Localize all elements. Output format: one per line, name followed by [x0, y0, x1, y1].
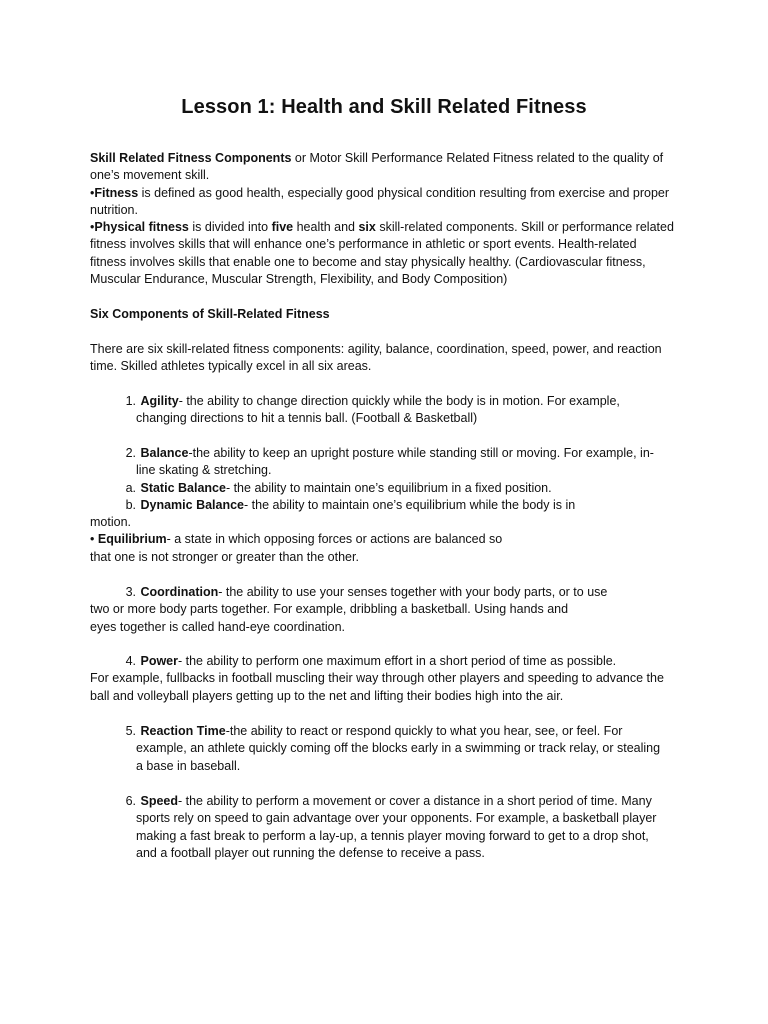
item-term: Reaction Time — [140, 724, 226, 738]
sub-item-label: b. — [125, 497, 136, 512]
item-number: 4. — [125, 654, 136, 668]
item-term: Coordination — [140, 585, 219, 599]
bullet: • — [90, 532, 95, 547]
list-item-agility: 1. Agility- the ability to change direction quickly while the body is in motion. For example, changing directions to hit a tennis ball. (Football & Basketball) — [90, 393, 690, 428]
section-heading-block — [90, 306, 690, 323]
section-intro: There are six skill-related fitness components: agility, balance, coordination, speed, power, and reaction time. Skilled athletes typically excel in all six areas. — [90, 342, 662, 374]
sub-item-label: a. — [125, 480, 136, 495]
intro-paragraph: Skill Related Fitness Components or Motor Skill Performance Related Fitness related to the quality of one’s movement skill. •Fitness is defined as good health, especially good physical condition resulting from exercise and proper nutrition. •Physical fitness is divided into five health and six skill-related components. Skill or performance related fitness involves skills that will enhance one’s performance in athletic or sport events. Health-related fitness involves skills that enable one to become and stay physically healthy. (Cardiovascular fitness, Muscular Endurance, Muscular Strength, Flexibility, and Body Composition) — [90, 151, 674, 287]
list-item-balance: 2. Balance-the ability to keep an upright posture while standing still or moving. For example, in- line skating & stretching. a. Static Balance- the ability to maintain one’s equilibrium in a fixed position. b. Dynamic Balance- the ability to maintain one’s equilibrium while the body is in — [90, 445, 690, 514]
item-number: 3. — [125, 585, 136, 599]
fitness-term: Fitness — [94, 185, 139, 200]
item-term: Speed — [140, 794, 178, 808]
list-item-reaction-time: 5. Reaction Time-the ability to react or respond quickly to what you hear, see, or feel. For example, an athlete quickly coming off the blocks early in a swimming or track relay, or stealing a base in baseball. — [90, 723, 690, 775]
physical-fitness-term: Physical fitness — [94, 220, 189, 235]
item-term: Power — [140, 654, 178, 668]
page-title: Lesson 1: Health and Skill Related Fitness — [181, 96, 587, 118]
list-item-speed: 6. Speed- the ability to perform a movement or cover a distance in a short period of time. Many sports rely on speed to gain advantage over your opponents. For example, a basketball player making a fast break to perform a lay-up, a tennis player moving forward to get to a drop shot, and a football player out running the defense to receive a pass. — [90, 793, 690, 862]
item-number: 1. — [125, 394, 136, 408]
sub-item-term: Dynamic Balance — [140, 497, 245, 512]
bullet: • — [90, 220, 95, 235]
bullet: • — [90, 185, 95, 200]
item-number: 6. — [125, 794, 136, 808]
intro-section — [90, 150, 690, 288]
intro-term: Skill Related Fitness Components — [90, 151, 292, 165]
item-number: 5. — [125, 724, 136, 738]
section-heading: Six Components of Skill-Related Fitness — [90, 307, 330, 321]
equilibrium-term: Equilibrium — [97, 532, 167, 547]
item-number: 2. — [125, 446, 136, 460]
list-item-power: 4. Power- the ability to perform one maximum effort in a short period of time as possible. For example, fullbacks in football muscling their way through other players and speeding to advance the ball and volleyball players getting up to the net and lifting their bodies high into the air. — [90, 654, 664, 703]
item-term: Agility — [140, 394, 179, 408]
balance-continuation: motion. • Equilibrium- a state in which opposing forces or actions are balanced so that one is not stronger or greater than the other. — [90, 515, 503, 564]
sub-item-term: Static Balance — [140, 480, 226, 495]
list-item-coordination: 3. Coordination- the ability to use your senses together with your body parts, or to use two or more body parts together. For example, dribbling a basketball. Using hands and eyes together is called hand-eye coordination. — [90, 585, 608, 634]
item-term: Balance — [140, 446, 189, 460]
